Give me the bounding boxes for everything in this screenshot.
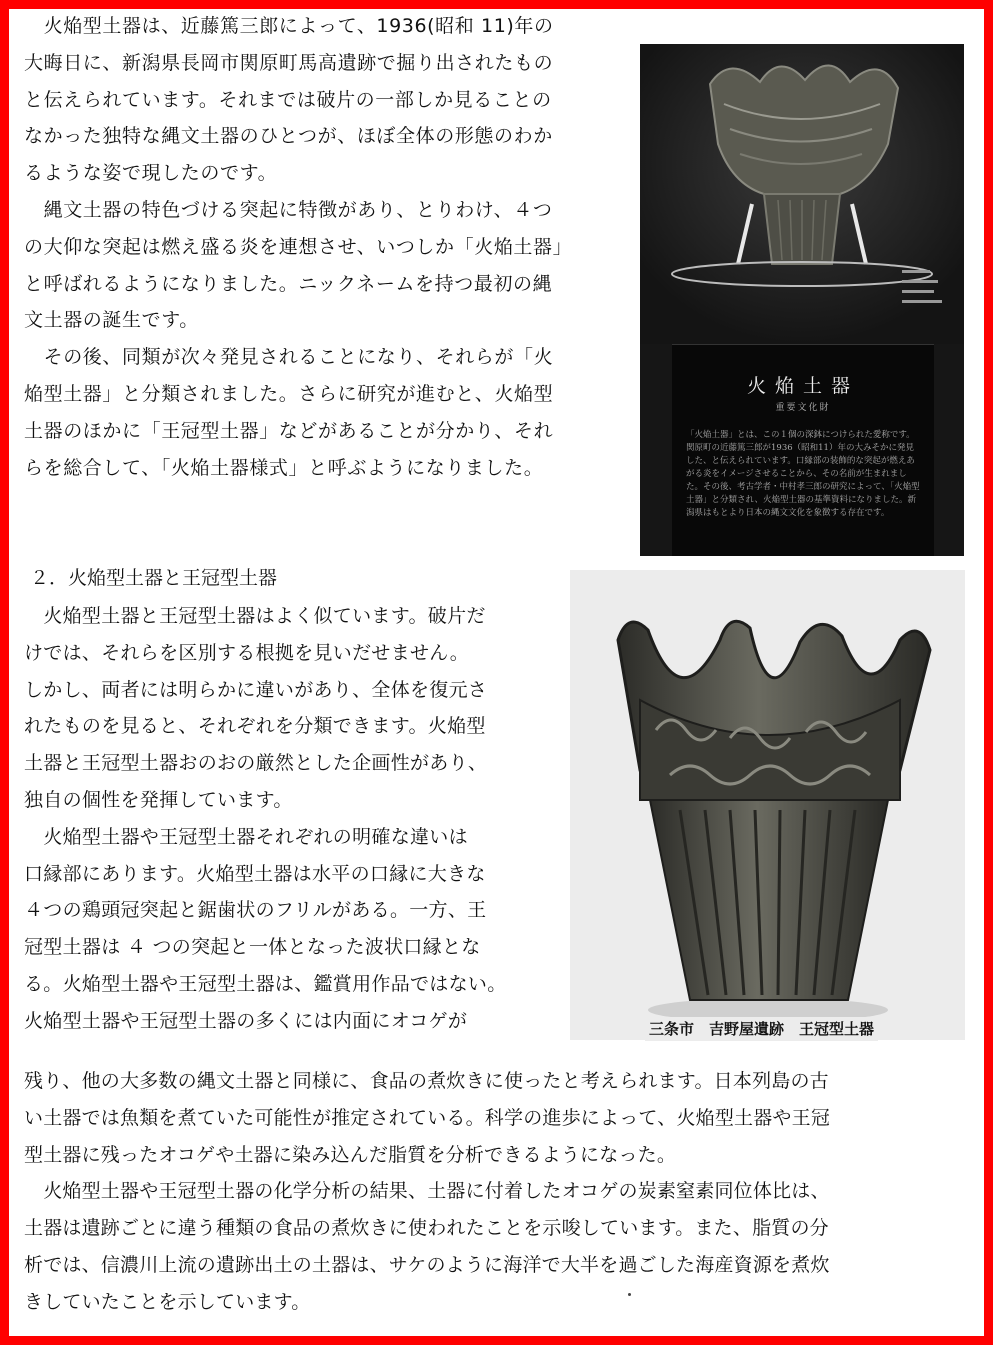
text-line: 土器と王冠型土器おのおの厳然とした企画性があり、 (24, 752, 488, 775)
photo-caption: 三条市 吉野屋遺跡 王冠型土器 (645, 1017, 878, 1041)
text-line: 火焔型土器と王冠型土器はよく似ています。破片だ (24, 605, 486, 627)
text-line: けでは、それらを区別する根拠を見いだせません。 (24, 641, 470, 664)
text-line: 土器は遺跡ごとに違う種類の食品の煮炊きに使われたことを示唆しています。また、脂質の分 (24, 1217, 829, 1240)
text-line: 火焔型土器や王冠型土器それぞれの明確な違いは (24, 825, 468, 848)
text-line: 火焔型土器や王冠型土器の化学分析の結果、土器に付着したオコゲの炭素窒素同位体比は、 (24, 1180, 830, 1203)
text-line: の大仰な突起は燃え盛る炎を連想させ、いつしか「火焔土器」 (24, 235, 573, 258)
text-line: と呼ばれるようになりました。ニックネームを持つ最初の縄 (24, 272, 553, 295)
text-line: と伝えられています。それまでは破片の一部しか見ることの (24, 88, 552, 111)
exhibit-info-panel (672, 344, 934, 556)
text-line: 残り、他の大多数の縄文土器と同様に、食品の煮炊きに使ったと考えられます。日本列島の古 (24, 1070, 829, 1092)
panel-text: 「火焔土器」とは、この１個の深鉢につけられた愛称です。関原町の近藤篤三郎が1936（昭和11）年の大みそかに発見した、と伝えられています。口縁部の装飾的な突起が燃えあがる炎をイメージさせることから、その名前が生まれました。その後、考古学者・中村孝三郎の研究によって、「火焔型土器」と分類され、火焔型土器の基準資料になりました。新潟県はもとより日本の縄文文化を象徴する存在です。 (686, 430, 920, 518)
exhibit-side-label (902, 270, 954, 326)
text-line: るような姿で現したのです。 (24, 162, 278, 185)
kaen-doki-exhibit-photo (640, 44, 964, 556)
panel-subtitle: 重要文化財 (775, 403, 831, 413)
text-line: しかし、両者には明らかに違いがあり、全体を復元さ (24, 678, 488, 701)
text-line: 縄文土器の特色づける突起に特徴があり、とりわけ、４つ (24, 198, 553, 221)
section-heading: ２．火焔型土器と王冠型土器 (30, 567, 278, 589)
text-line: 大晦日に、新潟県長岡市関原町馬高遺跡で掘り出されたもの (24, 51, 554, 74)
text-line: 火焔型土器や王冠型土器の多くには内面にオコゲが (24, 1009, 468, 1032)
text-line: 焔型土器」と分類されました。さらに研究が進むと、火焔型 (24, 382, 554, 405)
text-line: 土器のほかに「王冠型土器」などがあることが分かり、それ (24, 419, 554, 442)
text-line: きしていたことを示しています。 (24, 1290, 311, 1313)
text-line: 型土器に残ったオコゲや土器に染み込んだ脂質を分析できるようになった。 (24, 1143, 677, 1166)
text-line: る。火焔型土器や王冠型土器は、鑑賞用作品ではない。 (24, 972, 507, 995)
text-line: 文土器の誕生です。 (24, 309, 199, 332)
text-line: 析では、信濃川上流の遺跡出土の土器は、サケのように海洋で大半を過ごした海産資源を煮炊 (24, 1253, 830, 1276)
text-line: その後、同類が次々発見されることになり、それらが「火 (24, 346, 554, 369)
text-line: い土器では魚類を煮ていた可能性が推定されている。科学の進歩によって、火焔型土器や王冠 (24, 1106, 831, 1129)
text-line: らを総合して、「火焔土器様式」と呼ぶようになりました。 (24, 456, 544, 479)
section1-text (24, 8, 572, 486)
text-line: 火焔型土器は、近藤篤三郎によって、1936(昭和 11)年の (24, 15, 554, 37)
text-line: 冠型土器は ４ つの突起と一体となった波状口縁とな (24, 936, 481, 959)
crown-pot-illustration (570, 570, 965, 1040)
text-line: 口縁部にあります。火焔型土器は水平の口縁に大きな (24, 862, 486, 885)
scan-speck (628, 1293, 631, 1296)
panel-title: 火焔土器 (746, 375, 859, 397)
text-line: れたものを見ると、それぞれを分類できます。火焔型 (24, 715, 486, 738)
section2-text-wide (24, 1063, 830, 1321)
text-line: なかった独特な縄文土器のひとつが、ほぼ全体の形態のわか (24, 125, 553, 148)
section2-text-narrow (24, 598, 507, 1040)
okan-doki-photo (570, 570, 965, 1040)
text-line: ４つの鶏頭冠突起と鋸歯状のフリルがある。一方、王 (24, 899, 487, 922)
text-line: 独自の個性を発揮しています。 (24, 788, 293, 811)
